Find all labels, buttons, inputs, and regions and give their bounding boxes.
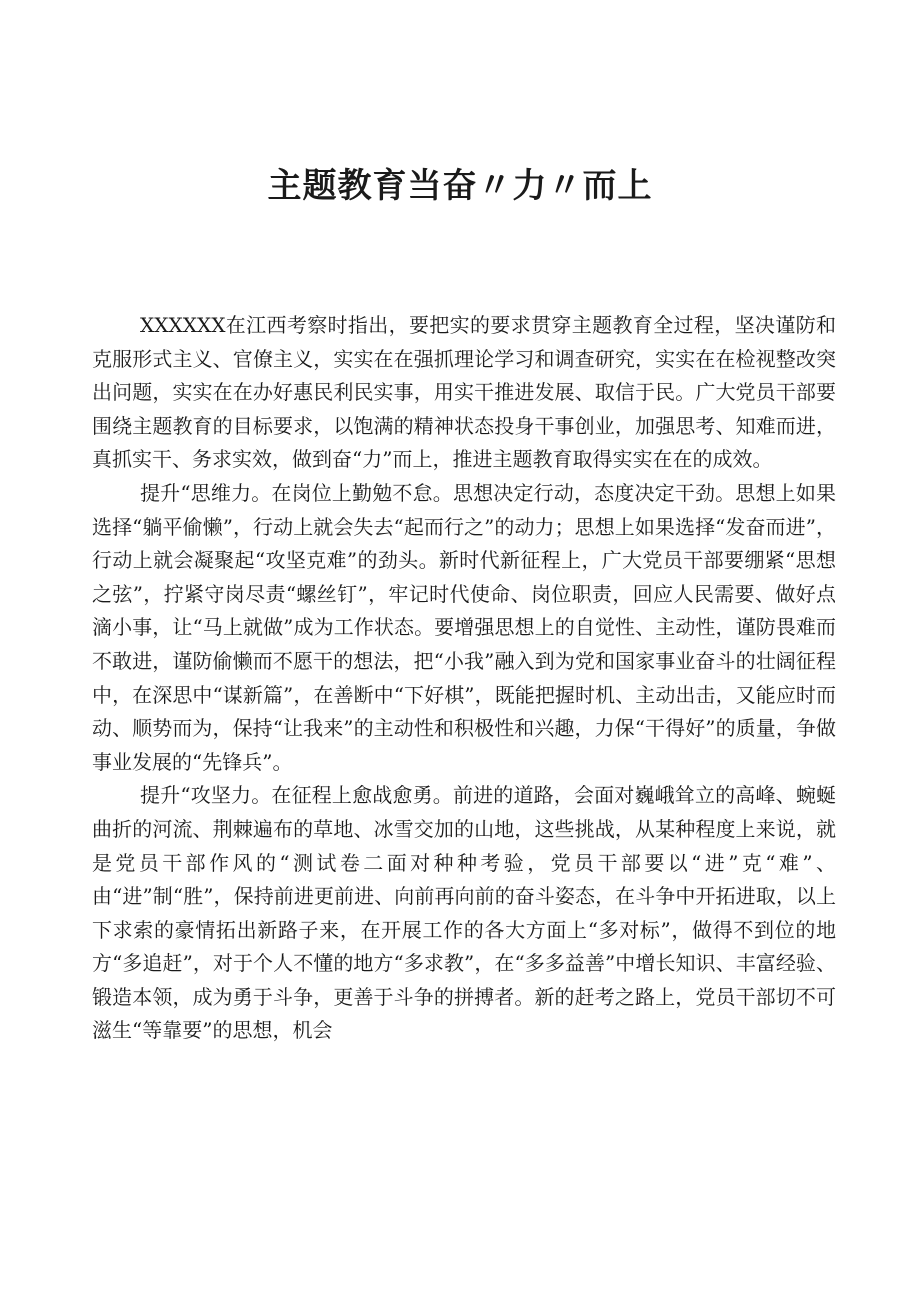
document-title: 主题教育当奋〃力〃而上 xyxy=(267,166,653,206)
paragraph-thinking-power: 提升“思维力。在岗位上勤勉不怠。思想决定行动，态度决定干劲。思想上如果选择“躺平偷懒”，行动上就会失去“起而行之”的动力；思想上如果选择“发奋而进”，行动上就会凝聚起“攻坚克难”的劲头。新时代新征程上，广大党员干部要绷紧“思想之弦”，拧紧守岗尽责“螺丝钉”，牢记时代使命、岗位职责，回应人民需要、做好点滴小事，让“马上就做”成为工作状态。要增强思想上的自觉性、主动性，谨防畏难而不敢进，谨防偷懒而不愿干的想法，把“小我”融入到为党和国家事业奋斗的壮阔征程中，在深思中“谋新篇”，在善断中“下好棋”，既能把握时机、主动出击，又能应时而动、顺势而为，保持“让我来”的主动性和积极性和兴趣，力保“干得好”的质量，争做事业发展的“先锋兵”。 xyxy=(92,480,836,774)
document-body xyxy=(92,309,836,1048)
paragraph-intro: XXXXXX在江西考察时指出，要把实的要求贯穿主题教育全过程，坚决谨防和克服形式主义、官僚主义，实实在在强抓理论学习和调查研究，实实在在检视整改突出问题，实实在在办好惠民利民实事，用实干推进发展、取信于民。广大党员干部要围绕主题教育的目标要求，以饱满的精神状态投身干事创业，加强思考、知难而进，真抓实干、务求实效，做到奋“力”而上，推进主题教育取得实实在在的成效。 xyxy=(92,313,836,472)
paragraph-tackling-power: 提升“攻坚力。在征程上愈战愈勇。前进的道路，会面对巍峨耸立的高峰、蜿蜒曲折的河流、荆棘遍布的草地、冰雪交加的山地，这些挑战，从某种程度上来说，就是党员干部作风的“测试卷二面对种种考验，党员干部要以“进”克“难”、由“进”制“胜”，保持前进更前进、向前再向前的奋斗姿态，在斗争中开拓进取，以上下求索的豪情拓出新路子来，在开展工作的各大方面上“多对标”，做得不到位的地方“多追赶”，对于个人不懂的地方“多求教”，在“多多益善”中增长知识、丰富经验、锻造本领，成为勇于斗争，更善于斗争的拼搏者。新的赶考之路上，党员干部切不可滋生“等靠要”的思想，机会 xyxy=(92,783,836,1043)
